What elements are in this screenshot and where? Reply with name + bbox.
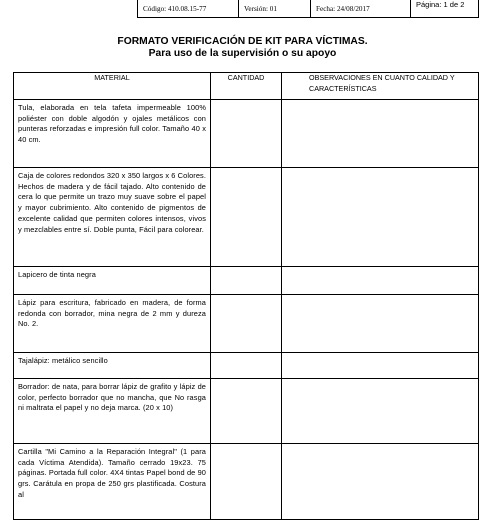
- header-observaciones: OBSERVACIONES EN CUANTO CALIDAD Y CARACTERÍSTICAS: [282, 73, 479, 100]
- table-row: [14, 267, 479, 295]
- cantidad-cell[interactable]: [211, 100, 282, 168]
- page-number: Página: 1 de 2: [416, 0, 465, 9]
- observaciones-cell[interactable]: [282, 267, 479, 295]
- material-cell: Cartilla "Mi Camino a la Reparación Integral" (1 para cada Víctima Atendida). Tamaño cerrado 19x23. 75 páginas. Portada full color. 4X4 tintas Papel bond de 90 grs. Carátula en propa de 250 grs plastificada. Costura al: [14, 444, 211, 520]
- material-cell: Tula, elaborada en tela tafeta impermeable 100% poliéster con doble algodón y ojales metálicos con punteras reforzadas e impresión full color. Tamaño 40 x 40 cm.: [14, 100, 211, 168]
- observaciones-cell[interactable]: [282, 100, 479, 168]
- code-field: Código: 410.08.15-77: [138, 0, 239, 17]
- document-title: FORMATO VERIFICACIÓN DE KIT PARA VÍCTIMAS.: [117, 36, 368, 47]
- kit-verification-table: [13, 72, 479, 520]
- observaciones-cell[interactable]: [282, 444, 479, 520]
- cantidad-cell[interactable]: [211, 295, 282, 353]
- observaciones-cell[interactable]: [282, 295, 479, 353]
- observaciones-cell[interactable]: [282, 353, 479, 379]
- observaciones-cell[interactable]: [282, 379, 479, 444]
- document-header: [137, 0, 479, 18]
- cantidad-cell[interactable]: [211, 267, 282, 295]
- table-row: [14, 444, 479, 520]
- cantidad-cell[interactable]: [211, 353, 282, 379]
- cantidad-cell[interactable]: [211, 168, 282, 267]
- table-row: [14, 379, 479, 444]
- table-header-row: [14, 73, 479, 100]
- table-row: [14, 100, 479, 168]
- date-field: Fecha: 24/08/2017: [311, 0, 411, 17]
- cantidad-cell[interactable]: [211, 379, 282, 444]
- table-row: [14, 168, 479, 267]
- material-cell: Borrador: de nata, para borrar lápiz de grafito y lápiz de color, perfecto borrador que no mancha, que No rasga ni maltrata el papel y no deja marca. (20 x 10): [14, 379, 211, 444]
- header-cantidad: CANTIDAD: [211, 73, 282, 100]
- header-material: MATERIAL: [14, 73, 211, 100]
- material-cell: Lapicero de tinta negra: [14, 267, 211, 295]
- version-field: Versión: 01: [239, 0, 311, 17]
- observaciones-cell[interactable]: [282, 168, 479, 267]
- table-row: [14, 353, 479, 379]
- material-cell: Caja de colores redondos 320 x 350 largos x 6 Colores. Hechos de madera y de fácil tajado. Alto contenido de cera lo que permite un trazo muy suave sobre el papel y mayor cubrimiento. Alto contenido de pigmentos de excelente calidad que permiten colores intensos, vivos y mezclables entre sí. Doble punta, Fácil para colorear.: [14, 168, 211, 267]
- document-subtitle: Para uso de la supervisión o su apoyo: [148, 48, 337, 59]
- material-cell: Tajalápiz: metálico sencillo: [14, 353, 211, 379]
- table-row: [14, 295, 479, 353]
- material-cell: Lápiz para escritura, fabricado en madera, de forma redonda con borrador, mina negra de 2 mm y dureza No. 2.: [14, 295, 211, 353]
- cantidad-cell[interactable]: [211, 444, 282, 520]
